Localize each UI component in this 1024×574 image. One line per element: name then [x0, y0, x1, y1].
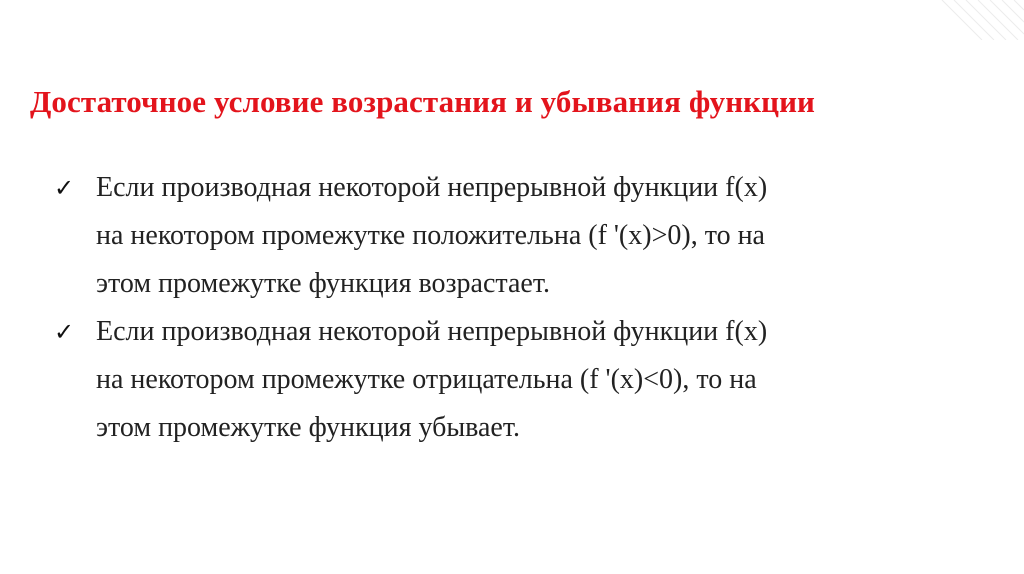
bullet-list	[52, 164, 952, 452]
bullet-line: на некотором промежутке отрицательна (f '(x)<0), то на	[96, 364, 757, 395]
bullet-item-increasing	[52, 164, 952, 308]
bullet-line: Если производная некоторой непрерывной функции f(x)	[96, 172, 768, 203]
bullet-item-decreasing	[52, 308, 952, 452]
check-icon: ✓	[54, 174, 75, 202]
bullet-line: на некотором промежутке положительна (f '(x)>0), то на	[96, 220, 765, 251]
corner-decoration	[928, 0, 1024, 40]
slide-title: Достаточное условие возрастания и убывания функции	[30, 84, 816, 119]
bullet-line: этом промежутке функция убывает.	[96, 412, 520, 443]
bullet-line: Если производная некоторой непрерывной функции f(x)	[96, 316, 768, 347]
check-icon: ✓	[54, 318, 75, 346]
bullet-line: этом промежутке функция возрастает.	[96, 268, 550, 299]
